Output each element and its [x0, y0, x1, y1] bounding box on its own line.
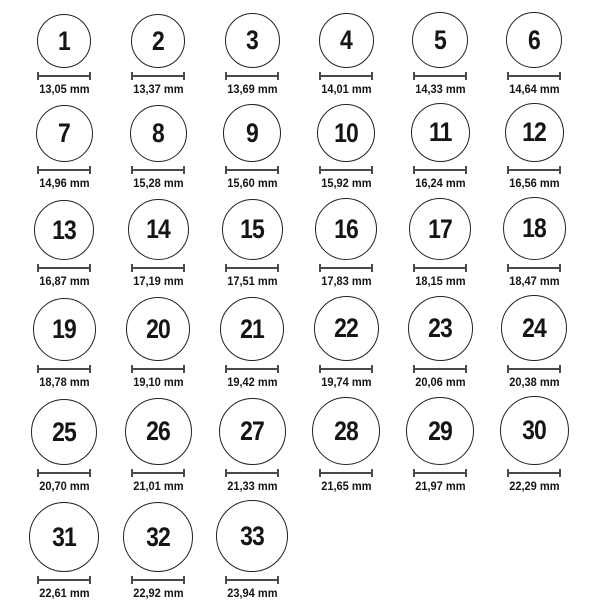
ring-size-number: 22	[334, 313, 358, 343]
diameter-measure-line	[131, 576, 185, 584]
measure-bar	[37, 368, 91, 370]
diameter-measure-line	[131, 264, 185, 272]
diameter-measure-line	[37, 365, 91, 373]
measure-bar	[225, 472, 279, 474]
diameter-measure-line	[225, 72, 279, 80]
ring-size-cell	[17, 105, 111, 191]
ring-size-number: 16	[334, 213, 358, 244]
measure-right-tick	[89, 576, 91, 584]
diameter-measure-line	[507, 469, 561, 477]
ring-circle	[315, 198, 377, 260]
ring-size-cell	[299, 198, 393, 289]
ring-circle	[33, 298, 96, 361]
diameter-measure-line	[131, 72, 185, 80]
ring-circle	[29, 502, 99, 572]
measure-bar	[131, 472, 185, 474]
ring-circle	[503, 197, 566, 260]
measure-bar	[225, 267, 279, 269]
ring-size-cell	[393, 198, 487, 289]
ring-size-cell	[111, 398, 205, 494]
measure-right-tick	[183, 166, 185, 174]
diameter-label: 21,01 mm	[132, 479, 184, 493]
ring-size-number: 9	[246, 117, 258, 148]
measure-bar	[413, 75, 467, 77]
measure-bar	[37, 169, 91, 171]
ring-size-number: 7	[58, 118, 70, 148]
ring-size-number: 13	[52, 214, 76, 245]
ring-size-number: 27	[240, 416, 264, 446]
measure-right-tick	[183, 576, 185, 584]
ring-size-number: 23	[428, 313, 452, 343]
measure-right-tick	[89, 264, 91, 272]
diameter-label: 18,15 mm	[414, 274, 466, 288]
ring-circle	[314, 296, 379, 361]
measure-bar	[413, 472, 467, 474]
diameter-label: 15,28 mm	[132, 176, 184, 190]
measure-bar	[319, 169, 373, 171]
diameter-label: 17,83 mm	[320, 274, 372, 288]
diameter-measure-line	[413, 72, 467, 80]
ring-size-cell	[17, 399, 111, 494]
measure-right-tick	[559, 365, 561, 373]
diameter-measure-line	[225, 365, 279, 373]
measure-right-tick	[371, 469, 373, 477]
ring-circle	[411, 103, 470, 162]
ring-size-number: 31	[52, 521, 76, 552]
diameter-label: 14,01 mm	[320, 82, 372, 96]
ring-circle	[36, 105, 93, 162]
measure-bar	[225, 368, 279, 370]
measure-bar	[131, 75, 185, 77]
measure-right-tick	[371, 166, 373, 174]
diameter-label: 23,94 mm	[226, 586, 278, 600]
ring-circle	[123, 502, 193, 572]
ring-size-number: 28	[334, 415, 358, 446]
ring-circle	[505, 103, 564, 162]
ring-size-number: 29	[428, 415, 452, 446]
diameter-measure-line	[507, 72, 561, 80]
diameter-label: 15,92 mm	[320, 176, 372, 190]
ring-size-cell	[17, 200, 111, 289]
measure-right-tick	[183, 264, 185, 272]
diameter-label: 17,19 mm	[132, 274, 184, 288]
ring-circle	[216, 500, 288, 572]
diameter-label: 16,24 mm	[414, 176, 466, 190]
measure-right-tick	[89, 365, 91, 373]
ring-circle	[37, 14, 91, 68]
measure-right-tick	[89, 72, 91, 80]
measure-right-tick	[559, 166, 561, 174]
ring-size-number: 32	[146, 521, 170, 552]
diameter-measure-line	[507, 365, 561, 373]
measure-bar	[507, 169, 561, 171]
ring-circle	[223, 104, 281, 162]
measure-bar	[413, 368, 467, 370]
measure-bar	[413, 267, 467, 269]
diameter-measure-line	[37, 166, 91, 174]
diameter-label: 14,96 mm	[38, 176, 90, 190]
diameter-label: 18,78 mm	[38, 375, 90, 389]
ring-circle	[412, 12, 468, 68]
measure-bar	[131, 579, 185, 581]
diameter-measure-line	[507, 264, 561, 272]
diameter-measure-line	[37, 469, 91, 477]
measure-right-tick	[277, 365, 279, 373]
ring-size-cell	[17, 298, 111, 390]
measure-right-tick	[277, 576, 279, 584]
ring-circle	[222, 199, 283, 260]
ring-circle	[130, 105, 187, 162]
diameter-label: 22,92 mm	[132, 586, 184, 600]
measure-right-tick	[465, 72, 467, 80]
ring-size-cell	[299, 13, 393, 97]
ring-circle	[500, 396, 569, 465]
diameter-measure-line	[413, 469, 467, 477]
ring-size-cell	[111, 297, 205, 390]
measure-right-tick	[183, 365, 185, 373]
measure-right-tick	[371, 365, 373, 373]
ring-size-cell	[205, 104, 299, 191]
ring-size-cell	[393, 296, 487, 390]
measure-bar	[507, 472, 561, 474]
ring-size-cell	[205, 297, 299, 390]
ring-circle	[406, 397, 474, 465]
ring-size-number: 14	[146, 214, 170, 244]
ring-size-cell	[487, 197, 581, 289]
ring-size-number: 11	[428, 117, 452, 147]
ring-size-number: 30	[522, 415, 546, 445]
measure-right-tick	[277, 264, 279, 272]
diameter-label: 22,61 mm	[38, 586, 90, 600]
diameter-label: 21,65 mm	[320, 479, 372, 493]
ring-size-cell	[487, 12, 581, 97]
ring-size-number: 1	[58, 25, 70, 56]
ring-size-cell	[299, 397, 393, 494]
ring-size-number: 25	[52, 416, 76, 447]
ring-circle	[34, 200, 94, 260]
ring-size-cell	[111, 502, 205, 601]
measure-bar	[319, 368, 373, 370]
diameter-measure-line	[37, 264, 91, 272]
measure-bar	[319, 267, 373, 269]
ring-size-number: 10	[334, 117, 358, 148]
diameter-label: 20,70 mm	[38, 479, 90, 493]
diameter-label: 19,42 mm	[226, 375, 278, 389]
ring-size-cell	[393, 12, 487, 97]
measure-bar	[131, 169, 185, 171]
ring-size-cell	[111, 199, 205, 289]
diameter-measure-line	[225, 576, 279, 584]
diameter-label: 21,97 mm	[414, 479, 466, 493]
ring-circle	[312, 397, 380, 465]
ring-size-number: 6	[528, 24, 540, 55]
diameter-measure-line	[225, 264, 279, 272]
ring-size-number: 24	[522, 312, 546, 343]
ring-circle	[125, 398, 192, 465]
ring-size-number: 33	[240, 520, 264, 551]
ring-circle	[317, 104, 375, 162]
diameter-measure-line	[319, 365, 373, 373]
diameter-label: 18,47 mm	[508, 274, 560, 288]
ring-size-cell	[393, 103, 487, 191]
measure-right-tick	[465, 264, 467, 272]
measure-bar	[225, 75, 279, 77]
ring-circle	[319, 13, 374, 68]
measure-bar	[131, 368, 185, 370]
measure-bar	[507, 75, 561, 77]
ring-circle	[220, 297, 284, 361]
ring-circle	[219, 398, 286, 465]
ring-circle	[409, 198, 471, 260]
ring-circle	[501, 295, 567, 361]
measure-right-tick	[559, 72, 561, 80]
ring-size-number: 5	[434, 24, 446, 55]
ring-size-cell	[393, 397, 487, 494]
ring-circle	[31, 399, 97, 465]
ring-size-number: 12	[522, 117, 546, 147]
diameter-measure-line	[37, 576, 91, 584]
ring-size-number: 26	[146, 416, 170, 446]
measure-bar	[37, 472, 91, 474]
ring-size-number: 18	[522, 213, 546, 243]
ring-size-cell	[299, 104, 393, 191]
ring-size-cell	[299, 296, 393, 390]
measure-right-tick	[89, 469, 91, 477]
measure-right-tick	[183, 72, 185, 80]
diameter-measure-line	[319, 264, 373, 272]
diameter-measure-line	[131, 469, 185, 477]
measure-bar	[225, 579, 279, 581]
diameter-measure-line	[319, 72, 373, 80]
diameter-label: 15,60 mm	[226, 176, 278, 190]
ring-size-number: 17	[428, 213, 452, 244]
measure-right-tick	[465, 365, 467, 373]
diameter-label: 20,06 mm	[414, 375, 466, 389]
ring-size-cell	[487, 103, 581, 191]
ring-size-cell	[487, 396, 581, 494]
diameter-label: 19,10 mm	[132, 375, 184, 389]
measure-right-tick	[371, 72, 373, 80]
measure-right-tick	[277, 72, 279, 80]
diameter-measure-line	[413, 365, 467, 373]
diameter-label: 20,38 mm	[508, 375, 560, 389]
measure-bar	[319, 472, 373, 474]
measure-right-tick	[371, 264, 373, 272]
ring-size-cell	[111, 14, 205, 97]
diameter-label: 13,05 mm	[38, 82, 90, 96]
diameter-measure-line	[319, 166, 373, 174]
ring-size-cell	[205, 13, 299, 97]
measure-right-tick	[277, 469, 279, 477]
ring-size-number: 20	[146, 313, 170, 344]
ring-size-cell	[17, 502, 111, 601]
ring-circle	[128, 199, 189, 260]
ring-circle	[506, 12, 562, 68]
ring-size-number: 15	[240, 214, 264, 244]
diameter-label: 19,74 mm	[320, 375, 372, 389]
diameter-measure-line	[225, 166, 279, 174]
diameter-measure-line	[131, 166, 185, 174]
ring-size-number: 2	[152, 25, 164, 56]
measure-right-tick	[465, 469, 467, 477]
diameter-label: 13,37 mm	[132, 82, 184, 96]
measure-right-tick	[559, 469, 561, 477]
measure-bar	[131, 267, 185, 269]
diameter-label: 14,33 mm	[414, 82, 466, 96]
measure-bar	[225, 169, 279, 171]
measure-right-tick	[183, 469, 185, 477]
diameter-label: 16,56 mm	[508, 176, 560, 190]
diameter-measure-line	[413, 166, 467, 174]
diameter-measure-line	[507, 166, 561, 174]
ring-size-number: 19	[52, 314, 76, 344]
measure-bar	[319, 75, 373, 77]
measure-right-tick	[89, 166, 91, 174]
ring-size-number: 21	[240, 313, 264, 344]
ring-size-cell	[205, 500, 299, 601]
measure-bar	[413, 169, 467, 171]
ring-circle	[225, 13, 280, 68]
ring-circle	[126, 297, 190, 361]
diameter-measure-line	[413, 264, 467, 272]
diameter-label: 13,69 mm	[226, 82, 278, 96]
measure-bar	[37, 579, 91, 581]
diameter-measure-line	[225, 469, 279, 477]
ring-size-cell	[487, 295, 581, 390]
measure-bar	[507, 267, 561, 269]
ring-circle	[408, 296, 473, 361]
measure-bar	[507, 368, 561, 370]
diameter-measure-line	[37, 72, 91, 80]
ring-size-cell	[17, 14, 111, 97]
ring-circle	[131, 14, 185, 68]
diameter-label: 17,51 mm	[226, 274, 278, 288]
diameter-measure-line	[131, 365, 185, 373]
diameter-label: 16,87 mm	[38, 274, 90, 288]
diameter-measure-line	[319, 469, 373, 477]
ring-size-number: 8	[152, 118, 164, 148]
ring-size-cell	[205, 398, 299, 494]
measure-bar	[37, 75, 91, 77]
diameter-label: 14,64 mm	[508, 82, 560, 96]
ring-size-number: 4	[340, 25, 352, 55]
diameter-label: 21,33 mm	[226, 479, 278, 493]
measure-right-tick	[277, 166, 279, 174]
diameter-label: 22,29 mm	[508, 479, 560, 493]
measure-right-tick	[465, 166, 467, 174]
ring-size-cell	[205, 199, 299, 289]
measure-right-tick	[559, 264, 561, 272]
ring-size-number: 3	[246, 25, 258, 55]
measure-bar	[37, 267, 91, 269]
ring-size-cell	[111, 105, 205, 191]
